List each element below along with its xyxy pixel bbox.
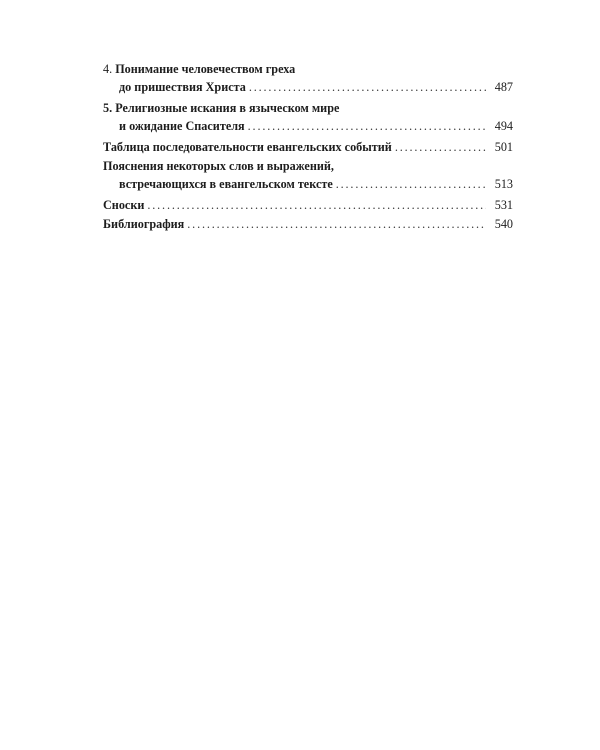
dot-leader [249, 78, 486, 96]
toc-page-number: 513 [494, 177, 513, 191]
toc-entry-heading [103, 99, 513, 117]
toc-entry-heading [103, 157, 513, 175]
dot-leader [147, 196, 486, 214]
toc-entry-bibliography[interactable] [103, 215, 513, 233]
toc-entry-glossary[interactable] [103, 157, 513, 193]
toc-entry-number: 4. [103, 62, 113, 76]
toc-page-number: 494 [494, 119, 513, 133]
toc-entry-5[interactable] [103, 99, 513, 135]
toc-page-number: 531 [494, 198, 513, 212]
toc-entry-continuation [103, 175, 513, 193]
toc-entry-title: Сноски [103, 198, 145, 212]
toc-entry-title-line1: Пояснения некоторых слов и выражений, [103, 159, 334, 173]
dot-leader [395, 138, 486, 156]
table-of-contents [103, 60, 513, 234]
toc-entry-number: 5. [103, 101, 113, 115]
toc-entry-title-line1: Понимание человечеством греха [115, 62, 296, 76]
toc-entry-4[interactable] [103, 60, 513, 96]
toc-entry-title: Таблица последовательности евангельских событий [103, 140, 392, 154]
toc-entry-title-line2: встречающихся в евангельском тексте [119, 177, 333, 191]
toc-entry-title-line2: и ожидание Спасителя [119, 119, 245, 133]
toc-page-number: 487 [494, 80, 513, 94]
toc-entry-events-table[interactable] [103, 138, 513, 156]
toc-entry-title-line2: до пришествия Христа [119, 80, 246, 94]
dot-leader [187, 215, 486, 233]
toc-page-number: 501 [494, 140, 513, 154]
toc-entry-title: Библиография [103, 217, 185, 231]
toc-entry-heading [103, 60, 513, 78]
toc-entry-continuation [103, 78, 513, 96]
toc-page-number: 540 [494, 217, 513, 231]
dot-leader [336, 175, 486, 193]
toc-entry-footnotes[interactable] [103, 196, 513, 214]
toc-entry-title-line1: Религиозные искания в языческом мире [115, 101, 340, 115]
toc-entry-continuation [103, 117, 513, 135]
dot-leader [248, 117, 486, 135]
